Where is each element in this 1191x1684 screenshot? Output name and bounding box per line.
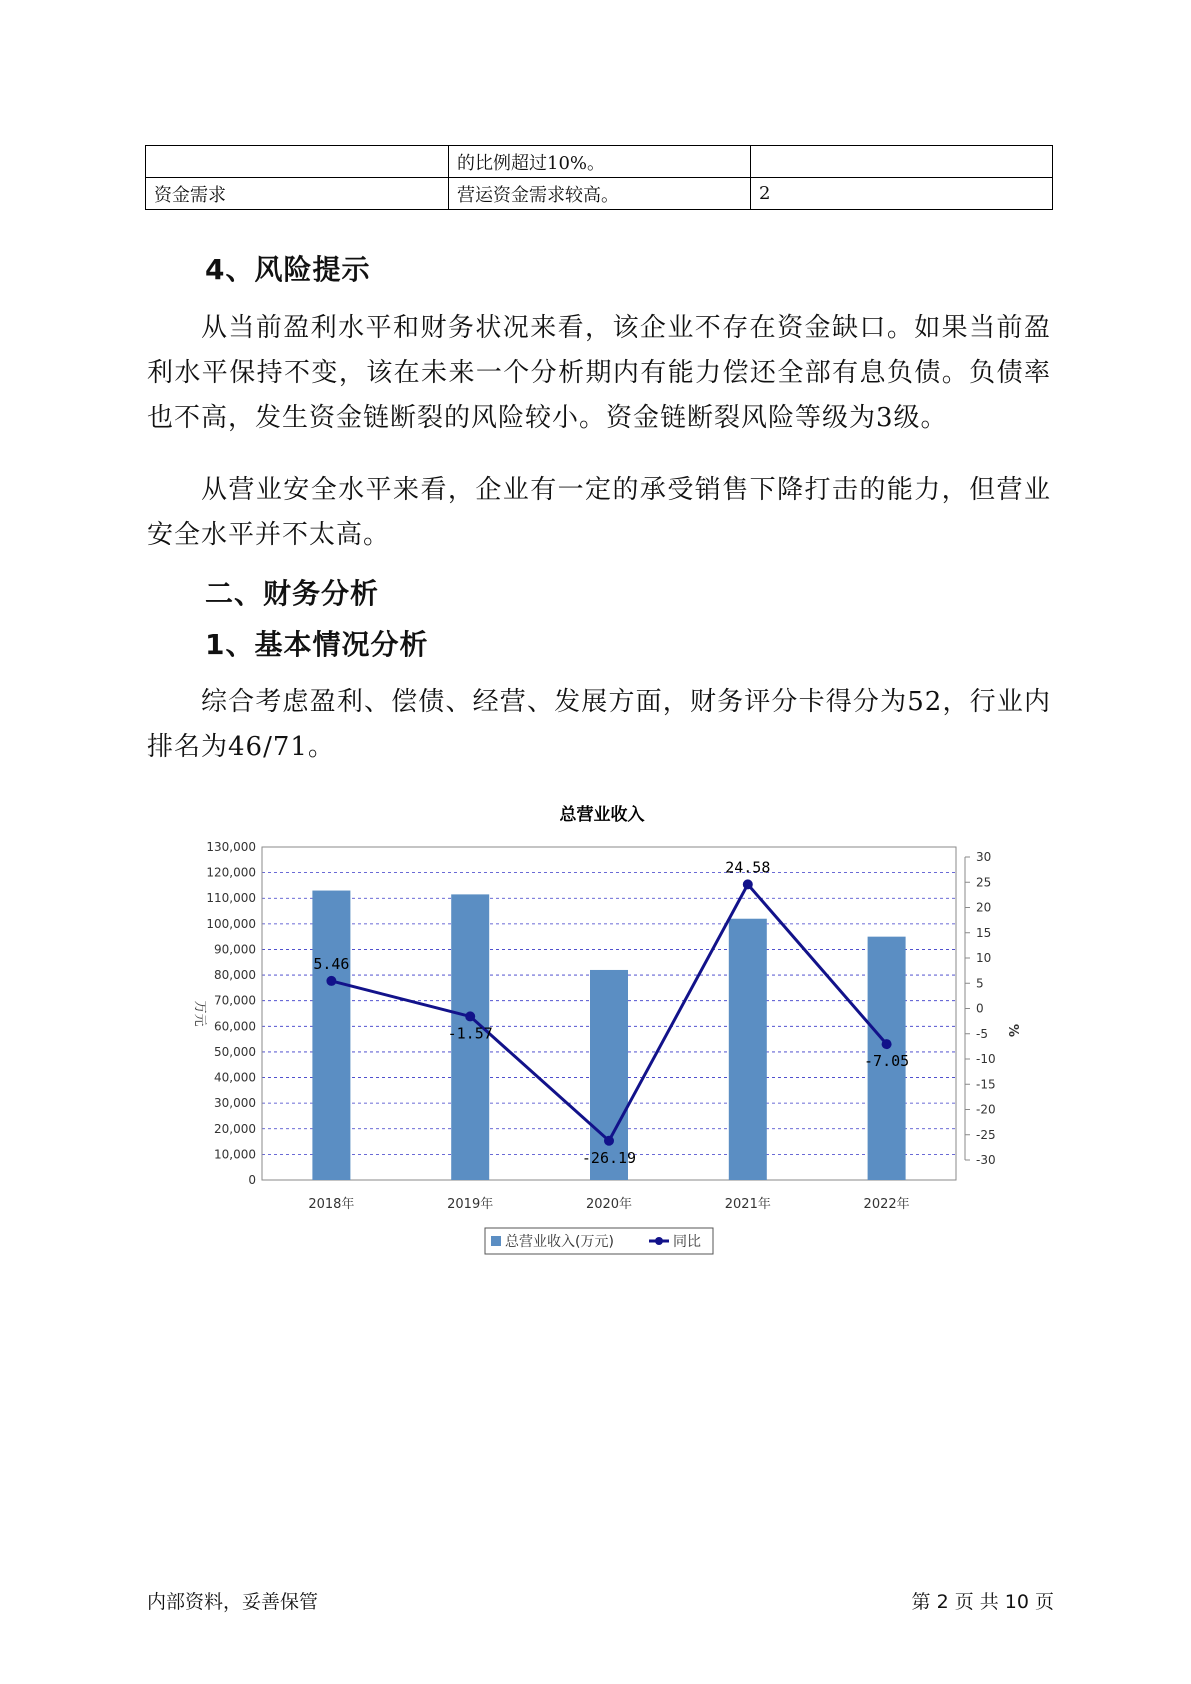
- right-tick-label: 30: [976, 850, 992, 864]
- financial-analysis-heading: 二、财务分析: [205, 577, 380, 610]
- revenue-bar: [312, 891, 350, 1180]
- risk-heading: 4、风险提示: [205, 253, 371, 286]
- x-tick-label: 2019年: [447, 1197, 494, 1212]
- legend-swatch-revenue: [491, 1236, 501, 1246]
- right-tick-label: -5: [976, 1026, 988, 1041]
- yoy-point: [465, 1011, 475, 1021]
- revenue-chart: [0, 790, 1191, 1260]
- table-cell: 营运资金需求较高。: [449, 178, 751, 210]
- x-tick-label: 2022年: [863, 1197, 910, 1212]
- legend-label-revenue: 总营业收入(万元): [505, 1234, 614, 1250]
- table-row: [146, 146, 1053, 178]
- footer-confidential: 内部资料，妥善保管: [147, 1591, 319, 1613]
- revenue-bar: [729, 919, 767, 1180]
- x-tick-label: 2018年: [308, 1197, 355, 1212]
- right-tick-label: 10: [976, 951, 992, 965]
- yoy-point: [882, 1039, 892, 1049]
- table-cell: [146, 146, 449, 178]
- left-tick-label: 10,000: [214, 1147, 256, 1162]
- left-tick-label: 110,000: [206, 891, 256, 906]
- right-tick-label: 5: [976, 976, 984, 991]
- right-tick-label: -20: [976, 1102, 996, 1117]
- right-axis-label: %: [1005, 1023, 1020, 1038]
- table-cell: [751, 146, 1053, 178]
- right-tick-label: 15: [976, 925, 992, 940]
- right-tick-label: -15: [976, 1077, 996, 1092]
- yoy-data-label: 24.58: [725, 858, 771, 877]
- basic-analysis-heading: 1、基本情况分析: [205, 628, 429, 661]
- left-tick-label: 40,000: [214, 1070, 256, 1085]
- right-tick-label: -30: [976, 1153, 996, 1167]
- right-tick-label: -10: [976, 1052, 996, 1066]
- left-tick-label: 50,000: [214, 1044, 256, 1059]
- right-tick-label: 25: [976, 875, 992, 890]
- yoy-data-label: -26.19: [581, 1148, 637, 1167]
- table-cell: 资金需求: [146, 178, 449, 210]
- right-tick-label: 20: [976, 900, 992, 915]
- risk-paragraph-2: 从营业安全水平来看，企业有一定的承受销售下降打击的能力，但营业安全水平并不太高。: [147, 475, 1051, 550]
- left-tick-label: 120,000: [206, 865, 256, 880]
- basic-analysis-paragraph: 综合考虑盈利、偿债、经营、发展方面，财务评分卡得分为52，行业内排名为46/71。: [147, 687, 1051, 762]
- yoy-data-label: -1.57: [447, 1024, 493, 1043]
- left-tick-label: 60,000: [214, 1019, 256, 1034]
- left-axis-label: 万元: [192, 1000, 207, 1027]
- chart-title: 总营业收入: [559, 805, 645, 825]
- risk-table: [145, 145, 1053, 210]
- yoy-data-label: 5.46: [313, 954, 350, 973]
- yoy-point: [604, 1136, 614, 1146]
- left-tick-label: 130,000: [206, 840, 256, 854]
- table-cell: 2: [751, 178, 1053, 210]
- footer-page-number: 第 2 页 共 10 页: [911, 1591, 1054, 1613]
- left-tick-label: 80,000: [214, 968, 256, 983]
- left-tick-label: 70,000: [214, 993, 256, 1008]
- right-tick-label: 0: [976, 1001, 984, 1016]
- x-tick-label: 2020年: [585, 1197, 633, 1212]
- table-row: [146, 178, 1053, 210]
- yoy-data-label: -7.05: [864, 1052, 910, 1071]
- yoy-point: [743, 879, 753, 889]
- left-tick-label: 90,000: [214, 942, 256, 957]
- left-tick-label: 0: [248, 1173, 256, 1187]
- table-cell: 的比例超过10%。: [449, 146, 751, 178]
- yoy-point: [326, 976, 336, 986]
- right-tick-label: -25: [976, 1127, 996, 1142]
- x-tick-label: 2021年: [724, 1197, 771, 1212]
- risk-paragraph-1: 从当前盈利水平和财务状况来看，该企业不存在资金缺口。如果当前盈利水平保持不变，该在未来一个分析期内有能力偿还全部有息负债。负债率也不高，发生资金链断裂的风险较小。资金链断裂风险等级为3级。: [147, 313, 1051, 433]
- legend-swatch-yoy-point: [655, 1237, 663, 1245]
- legend-label-yoy: 同比: [673, 1234, 701, 1250]
- left-tick-label: 20,000: [214, 1121, 256, 1136]
- left-tick-label: 100,000: [206, 916, 256, 931]
- left-tick-label: 30,000: [214, 1096, 256, 1111]
